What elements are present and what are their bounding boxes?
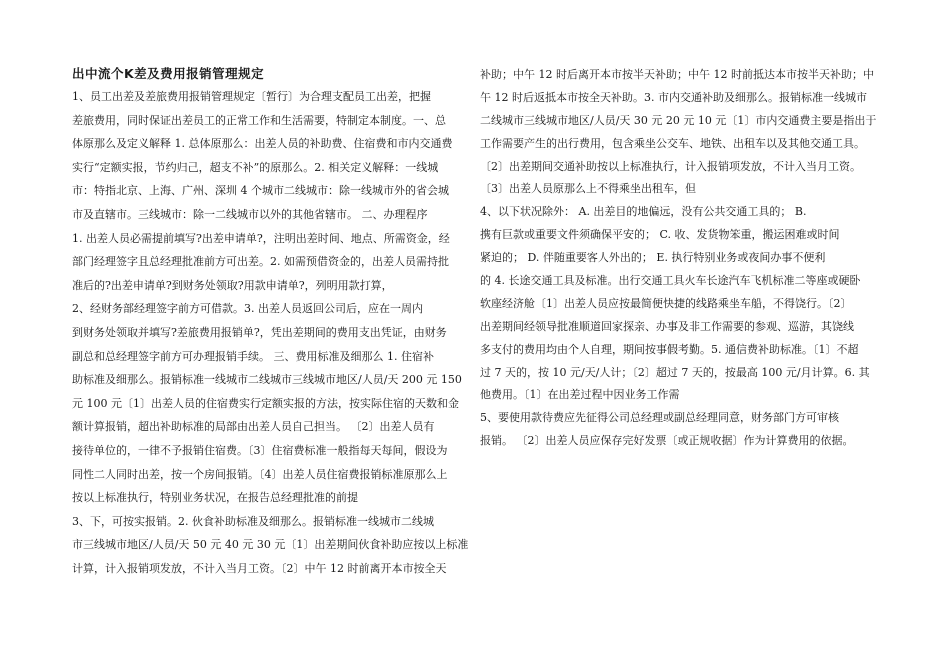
text-line: 部门经理签字且总经理批准前方可出差。2. 如需预借资金的，出差人员需持批 bbox=[72, 255, 449, 269]
text-line: 午 12 时后返抵本市按全天补助。3. 市内交通补助及细那么。报销标准一线城市 bbox=[480, 90, 867, 104]
text-line: 到财务处领取并填写?差旅费用报销单?，凭出差期间的费用支出凭证，由财务 bbox=[72, 325, 447, 339]
text-line: 软座经济舱〔1〕出差人员应按最简便快捷的线路乘坐车船，不得饶行。〔2〕 bbox=[480, 296, 852, 310]
text-line: 2、经财务部经理签字前方可借款。3. 出差人员返回公司后，应在一周内 bbox=[72, 302, 423, 316]
text-line: 紧迫的； D. 伴随重要客人外出的； E. 执行特别业务或夜间办事不便利 bbox=[480, 251, 826, 265]
text-line: 1、员工出差及差旅费用报销管理规定〔暂行〕为合理支配员工出差，把握 bbox=[72, 90, 431, 103]
text-line: 3、下，可按实报销。2. 伙食补助标准及细那么。报销标准一线城市二线城 bbox=[72, 514, 434, 528]
text-line: 工作需要产生的出行费用，包含乘坐公交车、地铁、出租车以及其他交通工具。 bbox=[480, 136, 865, 150]
text-line: 额计算报销，超出补助标准的局部由出差人员自己担当。 〔2〕出差人员有 bbox=[72, 420, 435, 434]
text-line: 市：特指北京、上海、广州、深圳 4 个城市二线城市：除一线城市外的省会城 bbox=[72, 184, 449, 198]
text-line: 的 4. 长途交通工具及标准。出行交通工具火车长途汽车飞机标准二等座或硬卧 bbox=[480, 274, 861, 288]
document-title: 出中流个K差及费用报销管理规定 bbox=[72, 66, 265, 81]
text-line: 助标准及细那么。报销标准一线城市二线城市三线城市地区/人员/天 200 元 150 bbox=[72, 373, 462, 387]
text-line: 〔2〕出差期间交通补助按以上标准执行，计入报销项发放，不计入当月工资。 bbox=[480, 159, 861, 173]
text-line: 计算，计入报销项发放，不计入当月工资。〔2〕中午 12 时前离开本市按全天 bbox=[72, 561, 447, 575]
text-line: 〔3〕出差人员原那么上不得乘坐出租车，但 bbox=[480, 182, 696, 196]
text-line: 多支付的费用均由个人自理，期间按事假考勤。5. 通信费补助标准。〔1〕不超 bbox=[480, 342, 859, 356]
text-line: 体原那么及定义解释 1. 总体原那么：出差人员的补助费、住宿费和市内交通费 bbox=[72, 137, 453, 151]
text-line: 实行“定额实报，节约归己，超支不补”的原那么。2. 相关定义解释：一线城 bbox=[72, 160, 439, 174]
text-line: 携有巨款或重要文件须确保平安的； C. 收、发货物笨重，搬运困难或时间 bbox=[480, 228, 840, 242]
text-line: 市及直辖市。三线城市：除一二线城市以外的其他省辖市。 二、办理程序 bbox=[72, 207, 428, 221]
text-line: 报销。 〔2〕出差人员应保存完好发票〔或正规收据〕作为计算费用的依据。 bbox=[480, 434, 854, 448]
text-line: 二线城市三线城市地区/人员/天 30 元 20 元 10 元〔1〕市内交通费主要是指出于 bbox=[480, 113, 877, 127]
text-line: 准后的?出差申请单?到财务处领取?用款申请单?，列明用款打算， bbox=[72, 278, 393, 292]
text-line: 4、以下状况除外： A. 出差目的地偏远，没有公共交通工具的； B. bbox=[480, 205, 807, 219]
text-line: 按以上标准执行，特别业务状况，在报告总经理批准的前提 bbox=[72, 491, 358, 505]
text-line: 过 7 天的，按 10 元/天/人计；〔2〕超过 7 天的，按最高 100 元/月计算。6. 其 bbox=[480, 365, 870, 379]
text-line: 出差期间经领导批准顺道回家探亲、办事及非工作需要的参观、巡游，其饶线 bbox=[480, 319, 854, 333]
text-line: 元 100 元〔1〕出差人员的住宿费实行定额实报的方法，按实际住宿的天数和金 bbox=[72, 396, 459, 410]
text-line: 5、要使用款待费应先征得公司总经理或副总经理同意，财务部门方可审核 bbox=[480, 411, 839, 425]
right-column bbox=[480, 64, 890, 453]
text-line: 市三线城市地区/人员/天 50 元 40 元 30 元〔1〕出差期间伙食补助应按以上标准 bbox=[72, 538, 469, 552]
text-line: 补助；中午 12 时后离开本市按半天补助；中午 12 时前抵达本市按半天补助；中 bbox=[480, 68, 874, 81]
left-column bbox=[72, 64, 474, 580]
text-line: 同性二人同时出差，按一个房间报销。〔4〕出差人员住宿费报销标准原那么上 bbox=[72, 467, 448, 481]
text-line: 副总和总经理签字前方可办理报销手续。 三、费用标准及细那么 1. 住宿补 bbox=[72, 349, 434, 363]
text-line: 差旅费用，同时保证出差员工的正常工作和生活需要，特制定本制度。一、总 bbox=[72, 113, 446, 127]
text-line: 1. 出差人员必需提前填写?出差申请单?，注明出差时间、地点、所需资金，经 bbox=[72, 231, 450, 245]
text-line: 他费用。〔1〕在出差过程中因业务工作需 bbox=[480, 388, 680, 402]
text-line: 接待单位的，一律不予报销住宿费。〔3〕住宿费标准一般指每天每间，假设为 bbox=[72, 443, 448, 457]
